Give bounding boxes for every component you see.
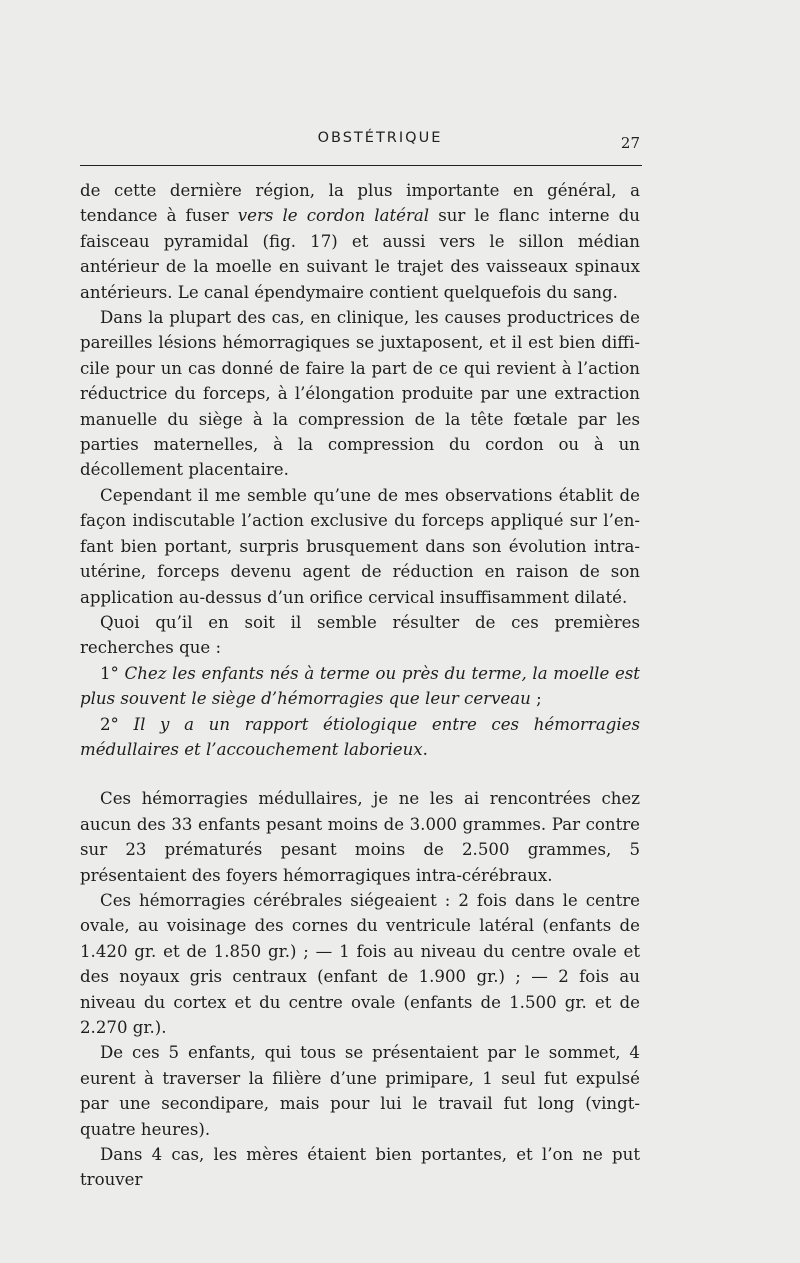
list-number: 1° — [100, 663, 125, 683]
paragraph: Cependant il me semble qu’une de mes observations établit de façon indiscutable l’action exclusive du forceps appliqué sur l’enfant bien portant, surpris brusquement dans son évolution intra-utérine, forceps devenu agent de réduction en raison de son application au-dessus d’un orifice cervical insuffisamment dilaté. — [80, 485, 640, 607]
paragraph: Dans 4 cas, les mères étaient bien portantes, et l’on ne put trouver — [80, 1145, 640, 1190]
conclusion-1 — [80, 661, 640, 712]
paragraph: Dans la plupart des cas, en clinique, les causes productrices de pareilles lésions hémorragiques se juxtaposent, et il est bien difficile pour un cas donné de faire la part de ce qui revient à l’action réductrice du forceps, à l’élongation produite par une extraction manuelle du siège à la compression de la tête fœtale par les parties maternelles, à la compression du cordon ou à un décollement placentaire. — [80, 308, 640, 480]
paragraph-text: sur le flanc interne du faisceau pyramidal (fig. 17) et aussi vers le sillon médian antérieur de la moelle en suivant le trajet des vaisseaux spinaux antérieurs. Le canal épendymaire contient quelquefois du sang. — [80, 206, 640, 302]
header-rule — [80, 165, 642, 166]
conclusion-italic: Il y a un rapport étiologique entre ces hémorragies médullaires et l’accouchement laborieux — [80, 714, 640, 759]
body-text — [80, 178, 640, 1193]
paragraph-continuation — [80, 178, 640, 305]
paragraph: Quoi qu’il en soit il semble résulter de ces premières recherches que : — [80, 612, 640, 658]
running-title: OBSTÉTRIQUE — [317, 130, 443, 146]
paragraph-text: de cette dernière région, la plus importante en général, a tendance à fuser — [80, 181, 640, 226]
running-head — [80, 130, 640, 156]
paragraph: De ces 5 enfants, qui tous se présentaient par le sommet, 4 eurent à traverser la filière d’une primipare, 1 seul fut expulsé par une secondipare, mais pour lui le travail fut long (vingt-quatre heures). — [80, 1043, 640, 1139]
conclusion-2 — [80, 712, 640, 763]
paragraph-text: . — [422, 739, 428, 759]
paragraph: Ces hémorragies médullaires, je ne les ai rencontrées chez aucun des 33 enfants pesant moins de 3.000 grammes. Par contre sur 23 prématurés pesant moins de 2.500 grammes, 5 présentaient des foyers hémorragiques intra-cérébraux. — [80, 789, 640, 885]
conclusion-italic: Chez les enfants nés à terme ou près du terme, la moelle est plus souvent le siège d’hémorragies que leur cerveau — [80, 663, 640, 709]
paragraph: Ces hémorragies cérébrales siégeaient : 2 fois dans le centre ovale, au voisinage des cornes du ventricule latéral (enfants de 1.420 gr. et de 1.850 gr.) ; — 1 fois au niveau du centre ovale et des noyaux gris centraux (enfant de 1.900 gr.) ; — 2 fois au niveau du cortex et du centre ovale (enfants de 1.500 gr. et de 2.270 gr.). — [80, 890, 640, 1037]
paragraph-italic: vers le cordon latéral — [237, 206, 430, 226]
paragraph-text: ; — [530, 689, 542, 709]
page-number: 27 — [620, 134, 640, 152]
list-number: 2° — [100, 714, 134, 734]
